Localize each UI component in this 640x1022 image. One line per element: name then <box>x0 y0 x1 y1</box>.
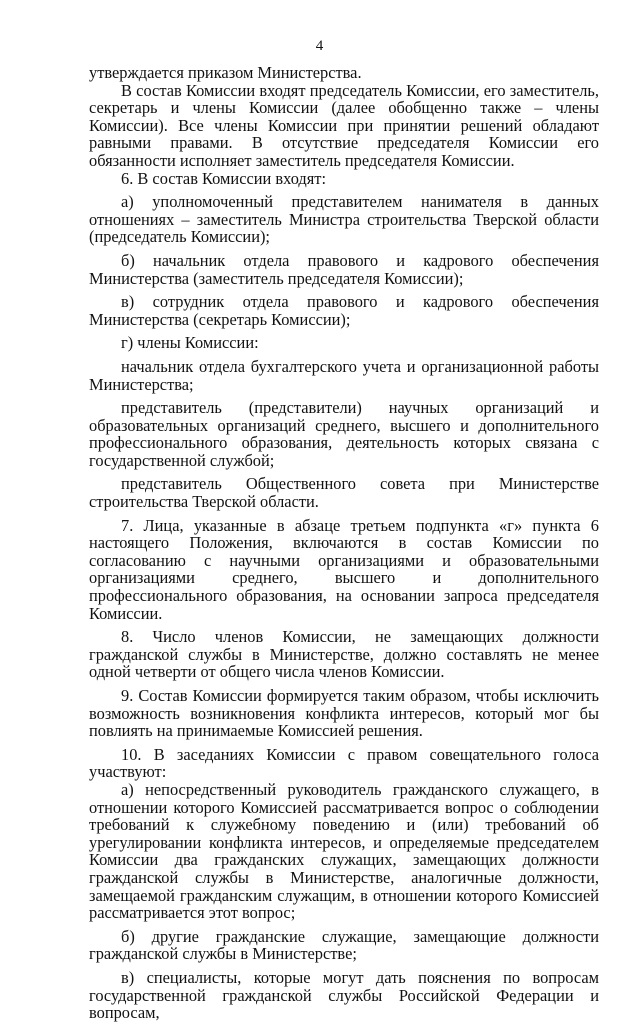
paragraph-9: представитель (представители) научных организаций и образовательных организаций среднего, высшего и дополнительного профессионального образования, деятельность которых связана с государственной службой; <box>89 398 599 470</box>
paragraph-8: начальник отдела бухгалтерского учета и организационной работы Министерства; <box>89 356 599 394</box>
document-body <box>89 64 599 1022</box>
paragraph-3: 6. В состав Комиссии входят: <box>121 168 327 188</box>
paragraph-16: б) другие гражданские служащие, замещающие должности гражданской службы в Министерстве; <box>89 926 599 964</box>
paragraph-17: в) специалисты, которые могут дать пояснения по вопросам государственной гражданской службы Российской Федерации и вопросам, <box>89 967 599 1022</box>
paragraph-4: а) уполномоченный представителем нанимателя в данных отношениях – заместитель Министра строительства Тверской области (председатель Комиссии); <box>89 192 599 247</box>
paragraph-14: 10. В заседаниях Комиссии с правом совещательного голоса участвуют: <box>89 744 599 782</box>
paragraph-15: а) непосредственный руководитель гражданского служащего, в отношении которого Комиссией рассматривается вопрос о соблюдении требований к служебному поведению и (или) требований об урегулировании конфликта интересов, и определяемые председателем Комиссии два гражданских служащих, замещающих должности гражданской службы в Министерстве, аналогичные должности, замещаемой гражданским служащим, в отношении которого Комиссией рассматривается этот вопрос; <box>89 779 599 923</box>
paragraph-2: В состав Комиссии входят председатель Комиссии, его заместитель, секретарь и члены Комиссии (далее обобщенно также – члены Комиссии). Все члены Комиссии при принятии решений обладают равными правами. В отсутствие председателя Комиссии его обязанности исполняет заместитель председателя Комиссии. <box>89 80 599 170</box>
paragraph-12: 8. Число членов Комиссии, не замещающих должности гражданской службы в Министерстве, должно составлять не менее одной четверти от общего числа членов Комиссии. <box>89 627 599 682</box>
paragraph-1: утверждается приказом Министерства. <box>89 63 362 82</box>
paragraph-10: представитель Общественного совета при Министерстве строительства Тверской области. <box>89 474 599 512</box>
page-number: 4 <box>315 38 325 54</box>
paragraph-13: 9. Состав Комиссии формируется таким образом, чтобы исключить возможность возникновения конфликта интересов, который мог бы повлиять на принимаемые Комиссией решения. <box>89 686 599 741</box>
paragraph-11: 7. Лица, указанные в абзаце третьем подпункта «г» пункта 6 настоящего Положения, включаются в состав Комиссии по согласованию с научными организациями и образовательными организациями среднего, высшего и дополнительного профессионального образования, на основании запроса председателя Комиссии. <box>89 515 599 623</box>
paragraph-6: в) сотрудник отдела правового и кадрового обеспечения Министерства (секретарь Комиссии); <box>89 292 599 329</box>
paragraph-5: б) начальник отдела правового и кадрового обеспечения Министерства (заместитель председателя Комиссии); <box>89 250 599 288</box>
paragraph-7: г) члены Комиссии: <box>121 333 259 353</box>
